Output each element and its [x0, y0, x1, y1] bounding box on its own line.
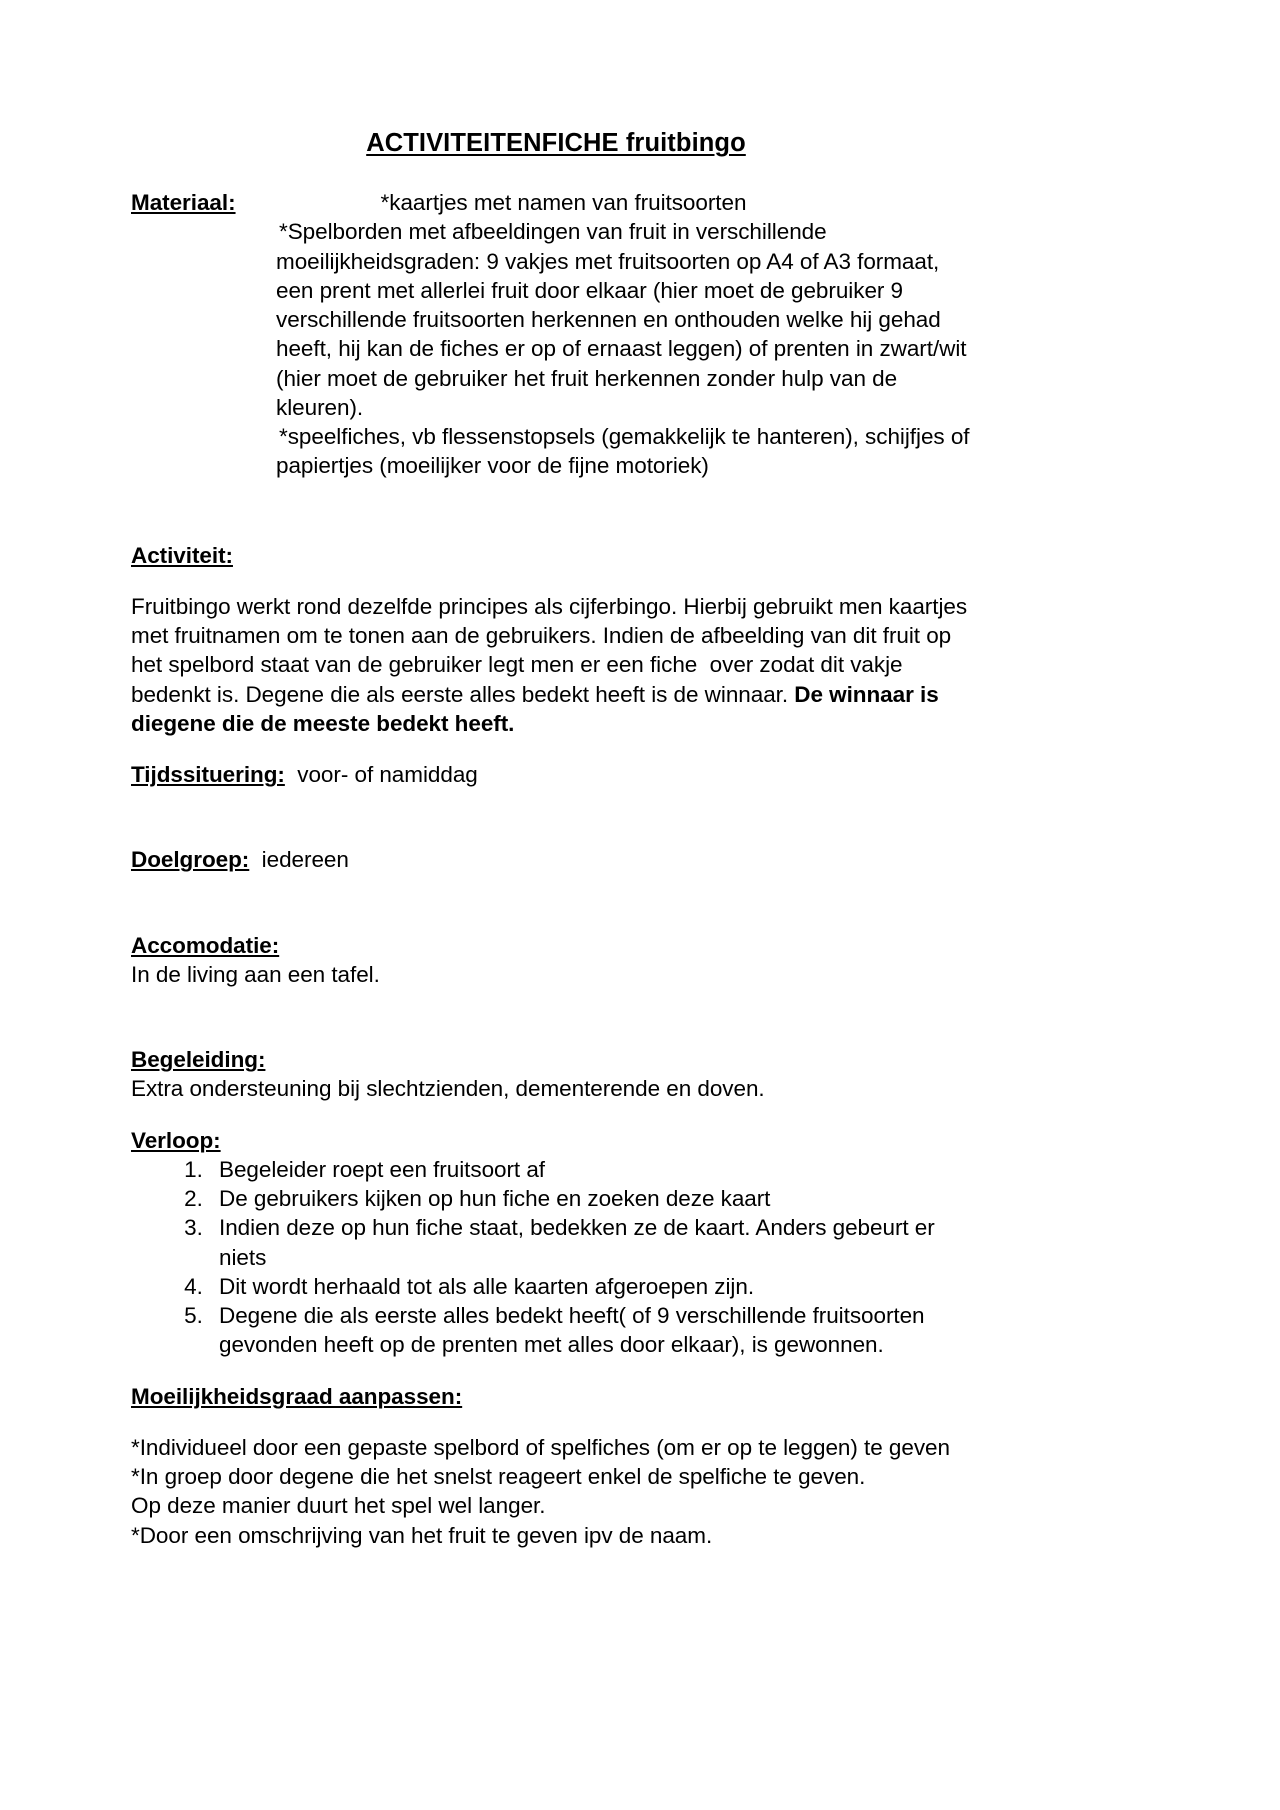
tijdssituering-heading: Tijdssituering: [131, 762, 285, 788]
section-begeleiding-value: Extra ondersteuning bij slechtzienden, dementerende en doven. [131, 1076, 765, 1102]
activiteit-body-bold: De winnaar is diegene die de meeste bedekt heeft. [131, 681, 945, 736]
materiaal-heading: Materiaal: [131, 190, 236, 216]
doelgroep-heading: Doelgroep: [131, 847, 250, 873]
list-item: 5. Degene die als eerste alles bedekt heeft( of 9 verschillende fruitsoorten gevonden heeft op de prenten met alles door elkaar), is gewonnen. [209, 1301, 981, 1360]
moeilijkheidsgraad-heading: Moeilijkheidsgraad aanpassen: [131, 1383, 463, 1409]
verloop-heading: Verloop: [131, 1127, 221, 1153]
document-body [131, 0, 981, 1550]
list-item: 4. Dit wordt herhaald tot als alle kaarten afgeroepen zijn. [209, 1272, 981, 1301]
moeilijkheidsgraad-line-3: Op deze manier duurt het spel wel langer. [131, 1493, 546, 1519]
moeilijkheidsgraad-line-4: *Door een omschrijving van het fruit te geven ipv de naam. [131, 1522, 713, 1548]
section-heading-activiteit [131, 541, 981, 570]
verloop-steps-list [131, 1155, 981, 1360]
list-item: 2. De gebruikers kijken op hun fiche en zoeken deze kaart [209, 1184, 981, 1213]
activiteit-body-normal: Fruitbingo werkt rond dezelfde principes als cijferbingo. Hierbij gebruikt men kaartjes met fruitnamen om te tonen aan de gebruikers. Indien de afbeelding van dit fruit op het spelbord staat van de gebruiker legt men er een fiche over zodat dit vakje bedenkt is. Degene die als eerste alles bedekt heeft is de winnaar. [131, 593, 974, 707]
section-materiaal-line1 [131, 188, 981, 217]
section-activiteit-body [131, 592, 981, 738]
section-heading-begeleiding [131, 1045, 981, 1074]
section-heading-accomodatie [131, 931, 981, 960]
begeleiding-heading: Begeleiding: [131, 1047, 266, 1073]
section-heading-moeilijkheidsgraad [131, 1382, 981, 1411]
section-materiaal-line2 [131, 217, 981, 422]
list-item: 3. Indien deze op hun fiche staat, bedekken ze de kaart. Anders gebeurt er niets [209, 1213, 981, 1272]
doelgroep-value: iedereen [261, 847, 349, 873]
activiteit-heading: Activiteit: [131, 542, 233, 568]
materiaal-line1-text: *kaartjes met namen van fruitsoorten [380, 190, 747, 216]
moeilijkheidsgraad-line-1: *Individueel door een gepaste spelbord of spelfiches (om er op te leggen) te geven [131, 1434, 950, 1460]
moeilijkheidsgraad-line-2: *In groep door degene die het snelst reageert enkel de spelfiche te geven. [131, 1464, 866, 1490]
tijdssituering-value: voor- of namiddag [297, 762, 478, 788]
section-heading-verloop [131, 1126, 981, 1155]
section-heading-tijdssituering [131, 760, 981, 789]
materiaal-line3-text: *speelfiches, vb flessenstopsels (gemakkelijk te hanteren), schijfjes of papiertjes (moeilijker voor de fijne motoriek) [276, 424, 970, 479]
list-item: 1. Begeleider roept een fruitsoort af [209, 1155, 981, 1184]
accomodatie-heading: Accomodatie: [131, 932, 280, 958]
section-materiaal-line3 [131, 422, 981, 481]
section-accomodatie-value: In de living aan een tafel. [131, 961, 380, 987]
page-title [131, 0, 981, 158]
materiaal-line2-text: *Spelborden met afbeeldingen van fruit in verschillende moeilijkheidsgraden: 9 vakjes met fruitsoorten op A4 of A3 formaat, een prent met allerlei fruit door elkaar (hier moet de gebruiker 9 verschillende fruitsoorten herkennen en onthouden welke hij gehad heeft, hij kan de fiches er op of ernaast leggen) of prenten in zwart/wit (hier moet de gebruiker het fruit herkennen zonder hulp van de kleuren). [276, 219, 967, 420]
page-title-text: ACTIVITEITENFICHE fruitbingo [366, 129, 746, 157]
section-heading-doelgroep [131, 845, 981, 874]
